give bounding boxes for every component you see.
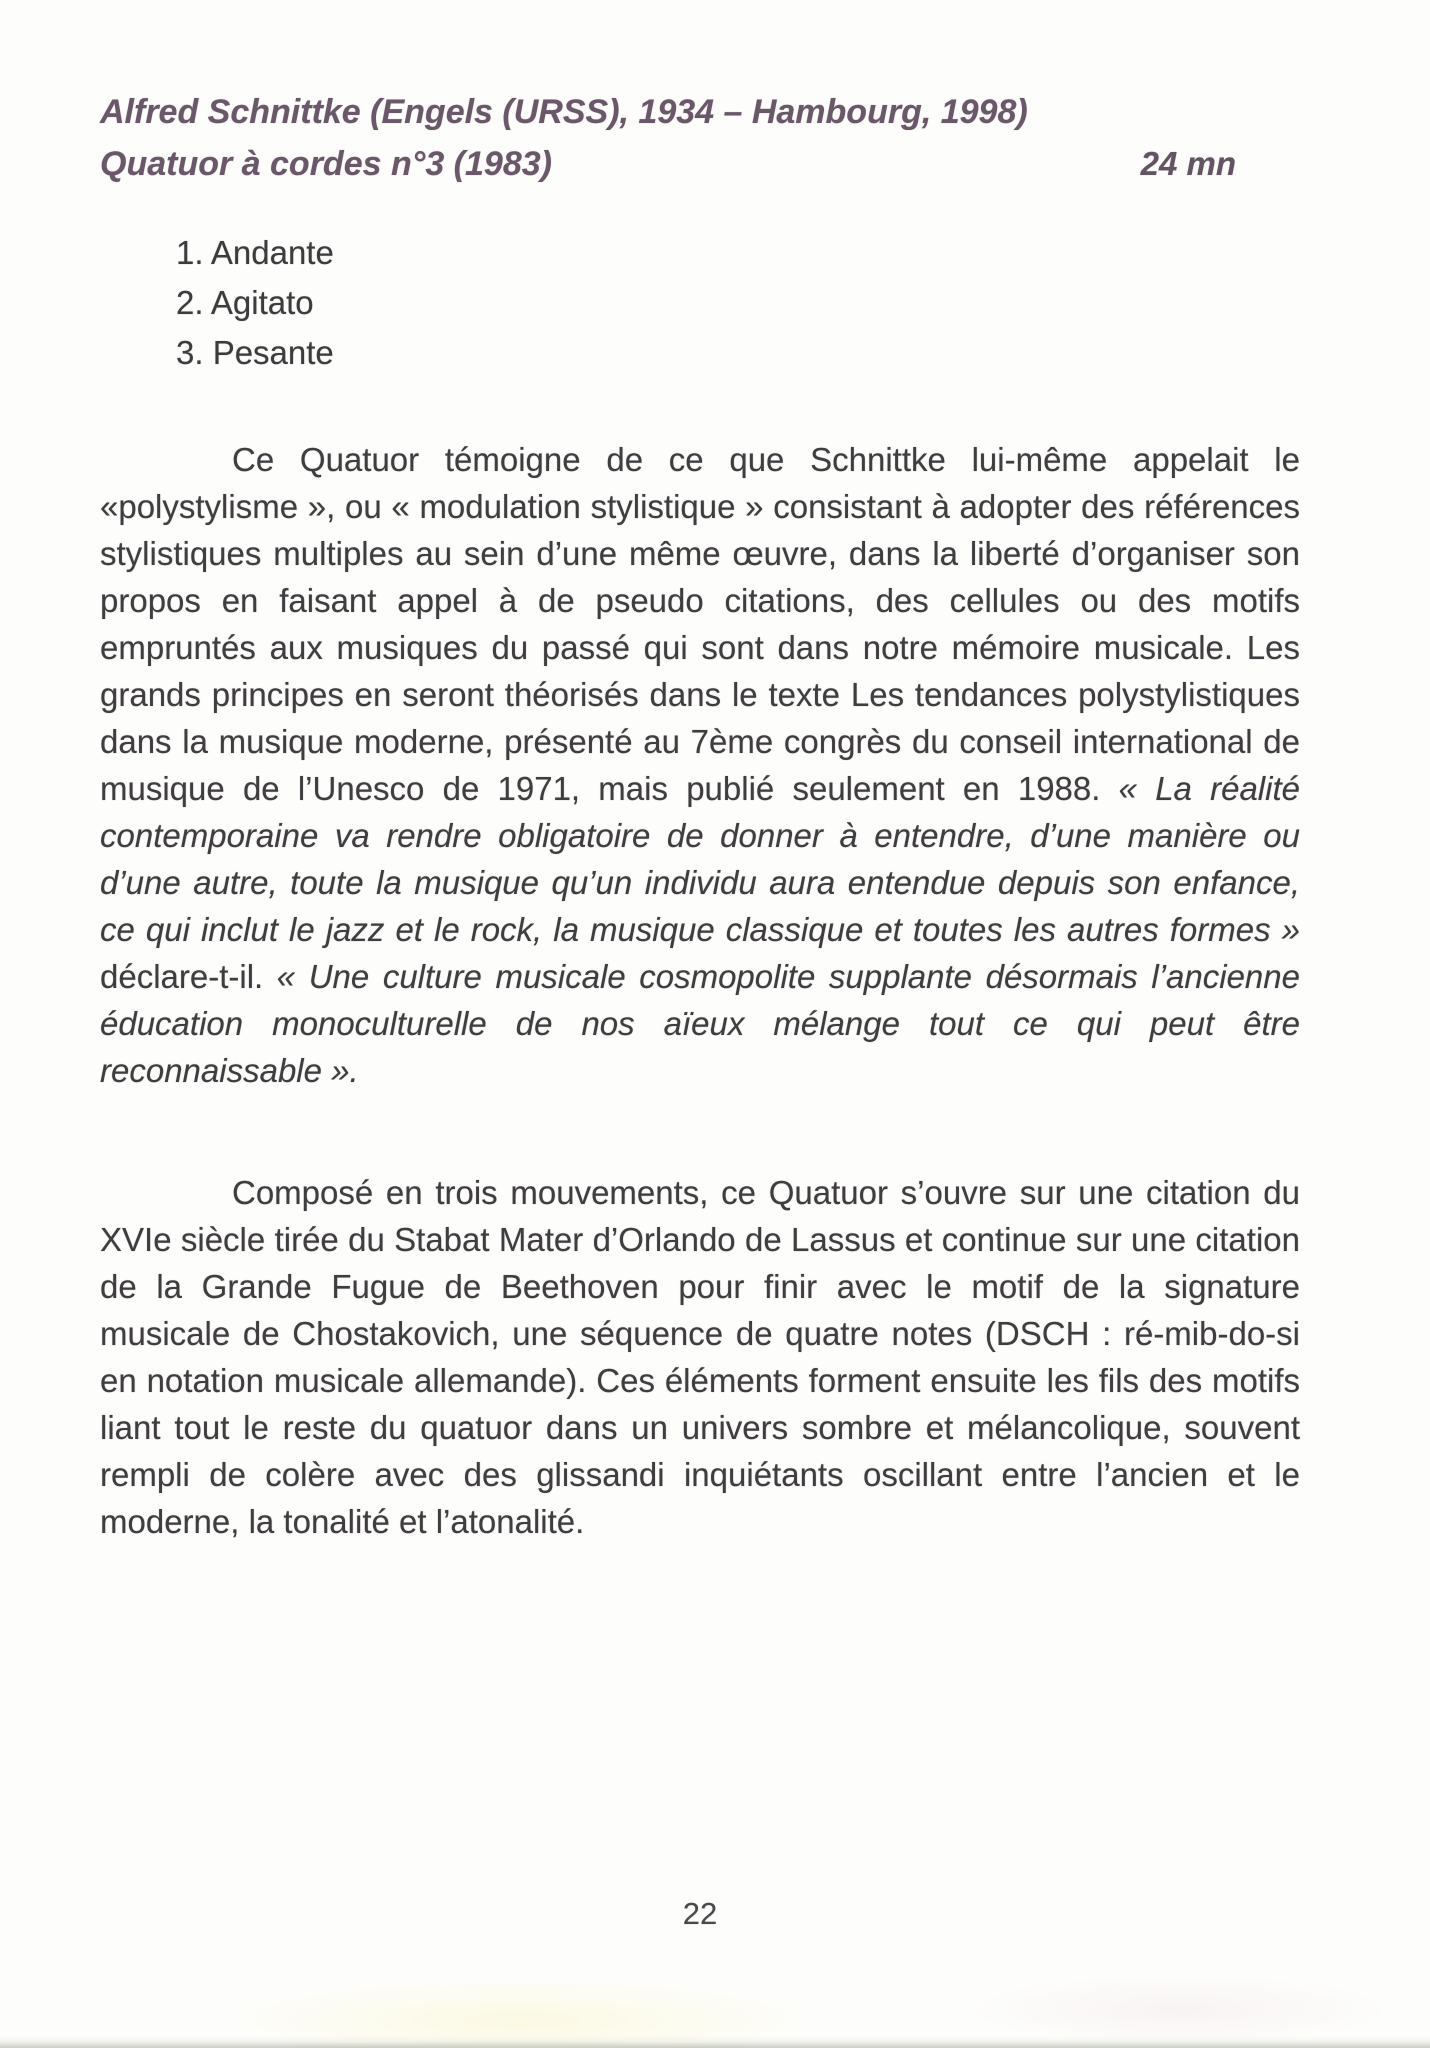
work-title: Quatuor à cordes n°3 (1983) (100, 145, 552, 183)
program-note-body (100, 436, 1300, 1545)
page-number: 22 (682, 1896, 718, 1931)
text-segment: « La réalité contemporaine va rendre obligatoire de donner à entendre, d’une manière ou d’une autre, toute la musique qu’un individu aura entendue depuis son enfance, ce qui inclut le jazz et le rock, la musique classique et toutes les autres formes » (100, 770, 1300, 948)
text-segment: Ce Quatuor témoigne de ce que Schnittke lui-même appelait le «polystylisme », ou « modulation stylistique » consistant à adopter des références stylistiques multiples au sein d’une même œuvre, dans la liberté d’organiser son propos en faisant appel à de pseudo citations, des cellules ou des motifs empruntés aux musiques du passé qui sont dans notre mémoire musicale. Les grands principes en seront théorisés dans le texte Les tendances polystylistiques dans la musique moderne, présenté au 7ème congrès du conseil international de musique de l’Unesco de 1971, mais publié seulement en 1988. (100, 441, 1300, 807)
scan-bottom-edge (0, 2036, 1430, 2048)
work-duration: 24 mn (1140, 145, 1236, 182)
movement-item: 1. Andante (176, 234, 334, 271)
movement-item: 3. Pesante (176, 334, 334, 371)
work-title-row (100, 138, 1236, 190)
text-segment: Composé en trois mouvements, ce Quatuor s’ouvre sur une citation du XVIe siècle tirée du Stabat Mater d’Orlando de Lassus et continue sur une citation de la Grande Fugue de Beethoven pour finir avec le motif de la signature musicale de Chostakovich, une séquence de quatre notes (DSCH : ré-mib-do-si en notation musicale allemande). Ces éléments forment ensuite les fils des motifs liant tout le reste du quatuor dans un univers sombre et mélancolique, souvent rempli de colère avec des glissandi inquiétants oscillant entre l’ancien et le moderne, la tonalité et l’atonalité. (100, 1174, 1300, 1540)
composer-line: Alfred Schnittke (Engels (URSS), 1934 – Hambourg, 1998) (100, 93, 1028, 131)
text-segment: « Une culture musicale cosmopolite supplante désormais l’ancienne éducation monoculturelle de nos aïeux mélange tout ce qui peut être reconnaissable ». (100, 958, 1300, 1089)
movement-item: 2. Agitato (176, 284, 314, 321)
work-header (100, 86, 1236, 190)
text-segment: déclare-t-il. (100, 958, 277, 995)
paragraph-structure (100, 1169, 1300, 1545)
paragraph-polystylisme (100, 436, 1300, 1094)
movement-list (176, 228, 334, 378)
